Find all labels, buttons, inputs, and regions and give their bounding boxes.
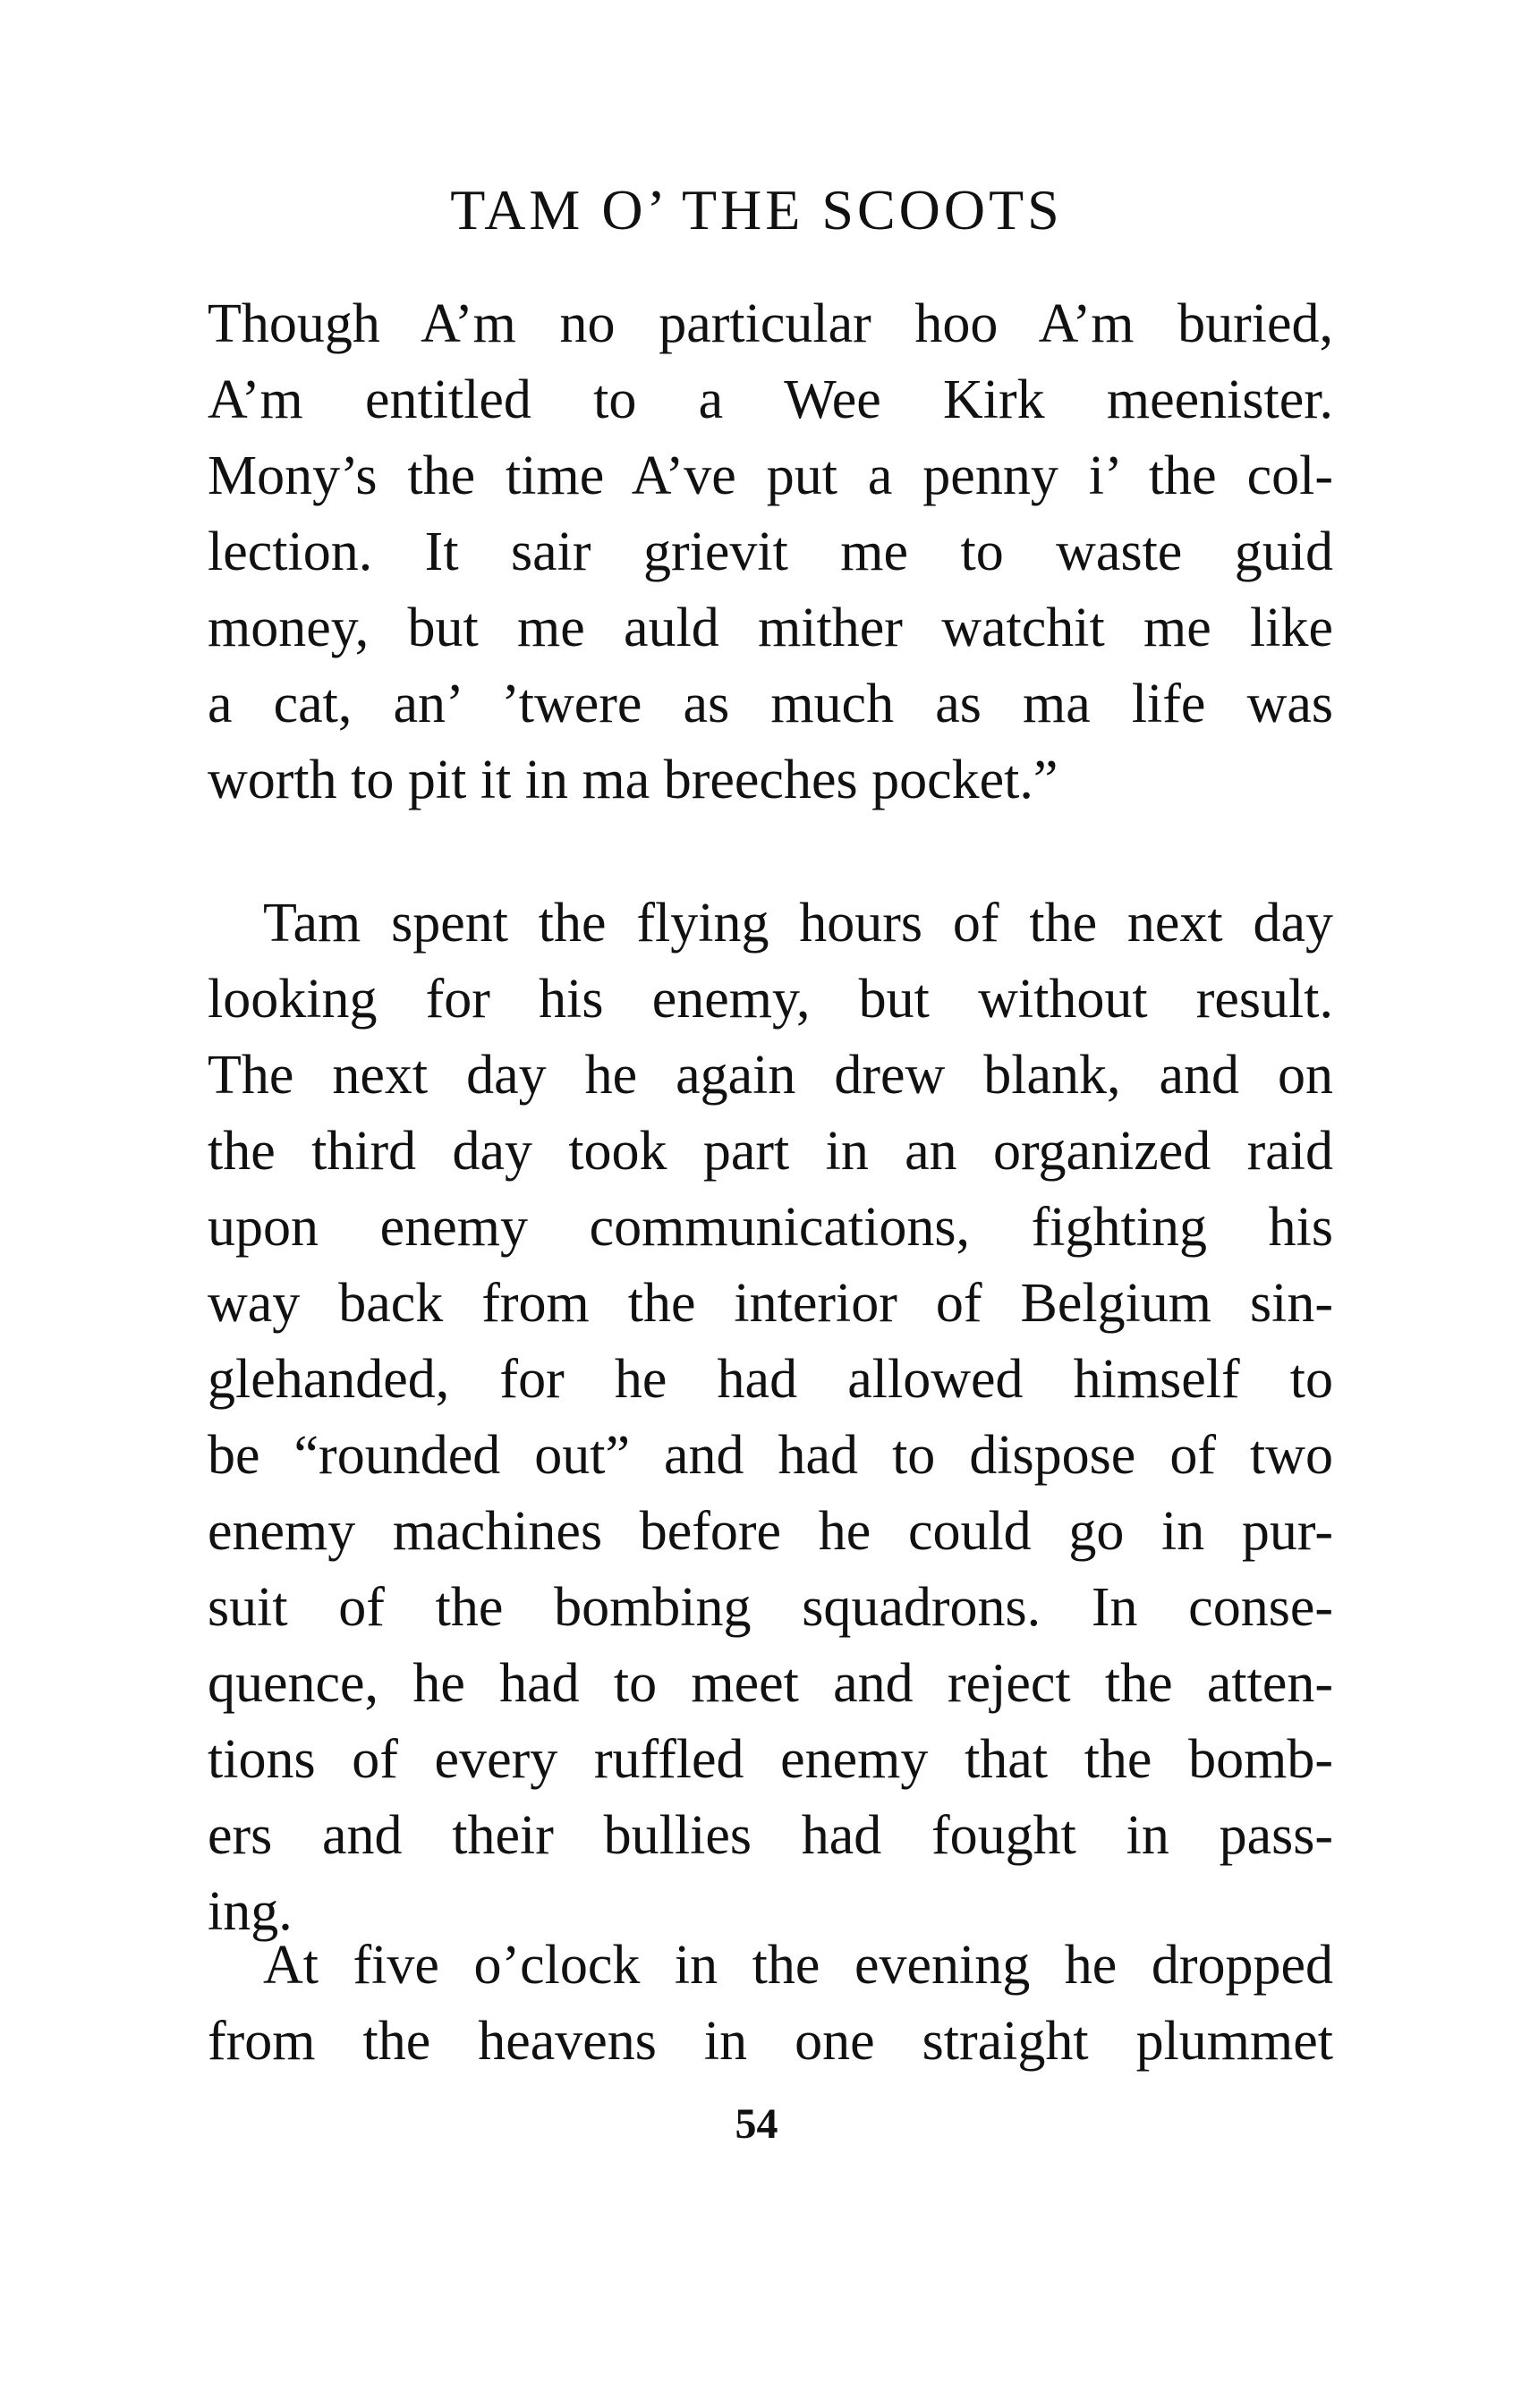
text-line: money, but me auld mither watchit me like: [208, 598, 1333, 658]
text-line: worth to pit it in ma breeches pocket.”: [208, 750, 1058, 810]
text-line: Mony’s the time A’ve put a penny i’ the col-: [208, 445, 1333, 506]
text-line: the third day took part in an organized raid: [208, 1121, 1333, 1182]
page-number: 54: [735, 2100, 778, 2148]
text-line: looking for his enemy, but without result.: [208, 969, 1333, 1030]
text-line: enemy machines before he could go in pur-: [208, 1501, 1333, 1562]
paragraph-at-five: [208, 1928, 1333, 2080]
text-line: Though A’m no particular hoo A’m buried,: [208, 293, 1333, 354]
paragraph-tam-spent: [208, 886, 1333, 1950]
text-line: tions of every ruffled enemy that the bomb-: [208, 1729, 1333, 1790]
text-line: upon enemy communications, fighting his: [208, 1197, 1333, 1258]
text-line: from the heavens in one straight plummet: [208, 2011, 1333, 2072]
paragraph-dialogue-end: [208, 286, 1333, 818]
text-line: ers and their bullies had fought in pass-: [208, 1805, 1333, 1866]
text-line: quence, he had to meet and reject the atten-: [208, 1653, 1333, 1714]
text-line: A’m entitled to a Wee Kirk meenister.: [208, 369, 1333, 430]
running-head: TAM O’ THE SCOOTS: [450, 178, 1063, 242]
text-line: Tam spent the flying hours of the next day: [263, 893, 1333, 954]
text-line: suit of the bombing squadrons. In conse-: [208, 1577, 1333, 1638]
text-line: At five o’clock in the evening he dropped: [263, 1935, 1333, 1996]
text-line: way back from the interior of Belgium sin-: [208, 1273, 1333, 1334]
text-line: a cat, an’ ’twere as much as ma life was: [208, 674, 1333, 734]
text-line: ing.: [208, 1881, 293, 1942]
text-line: The next day he again drew blank, and on: [208, 1045, 1333, 1106]
text-line: lection. It sair grievit me to waste guid: [208, 521, 1333, 582]
text-line: glehanded, for he had allowed himself to: [208, 1349, 1333, 1410]
text-line: be “rounded out” and had to dispose of two: [208, 1425, 1333, 1486]
